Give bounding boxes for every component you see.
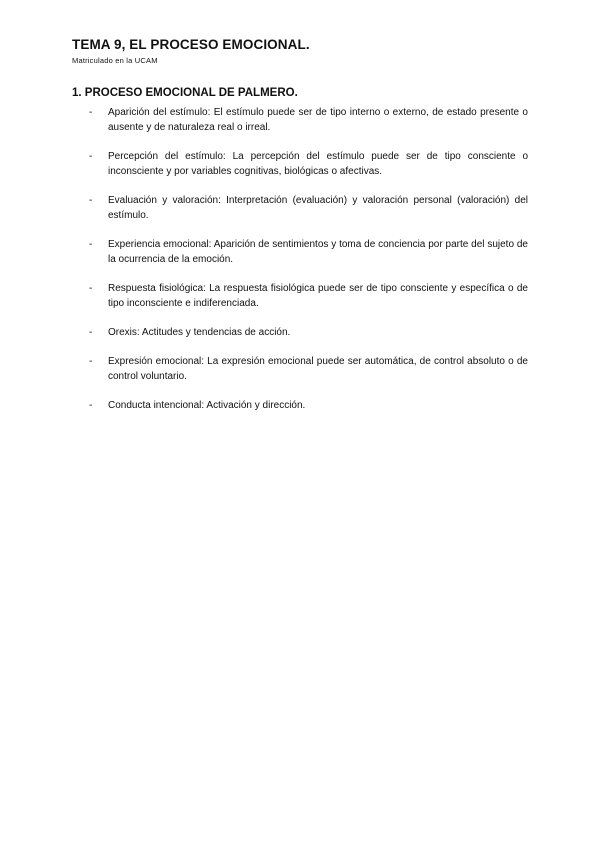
bullet-dash: - — [89, 356, 93, 367]
bullet-dash: - — [89, 400, 93, 411]
list-item-text: Orexis: Actitudes y tendencias de acción. — [108, 327, 291, 338]
list-item — [72, 354, 528, 384]
list-item — [72, 398, 528, 413]
bullet-dash: - — [89, 107, 93, 118]
list-item — [72, 325, 528, 340]
list-item-text: Respuesta fisiológica: La respuesta fisiológica puede ser de tipo consciente y específica o de tipo inconsciente e indiferenciada. — [108, 283, 528, 309]
bullet-list — [72, 105, 528, 427]
list-item — [72, 105, 528, 135]
bullet-dash: - — [89, 239, 93, 250]
list-item — [72, 193, 528, 223]
page-title: TEMA 9, EL PROCESO EMOCIONAL. — [72, 37, 310, 52]
list-item — [72, 281, 528, 311]
bullet-dash: - — [89, 151, 93, 162]
list-item-text: Conducta intencional: Activación y dirección. — [108, 400, 306, 411]
list-item — [72, 149, 528, 179]
section-heading: 1. PROCESO EMOCIONAL DE PALMERO. — [72, 87, 298, 99]
list-item-text: Aparición del estímulo: El estímulo puede ser de tipo interno o externo, de estado presente o ausente y de naturaleza real o irreal. — [108, 107, 528, 133]
page-subtitle: Matriculado en la UCAM — [72, 56, 158, 65]
list-item-text: Percepción del estímulo: La percepción del estímulo puede ser de tipo consciente o inconsciente y por variables cognitivas, biológicas o afectivas. — [108, 151, 528, 177]
list-item-text: Expresión emocional: La expresión emocional puede ser automática, de control absoluto o de control voluntario. — [108, 356, 528, 382]
bullet-dash: - — [89, 283, 93, 294]
list-item — [72, 237, 528, 267]
bullet-dash: - — [89, 195, 93, 206]
list-item-text: Evaluación y valoración: Interpretación (evaluación) y valoración personal (valoración) del estímulo. — [108, 195, 528, 221]
list-item-text: Experiencia emocional: Aparición de sentimientos y toma de conciencia por parte del sujeto de la ocurrencia de la emoción. — [108, 239, 528, 265]
bullet-dash: - — [89, 327, 93, 338]
